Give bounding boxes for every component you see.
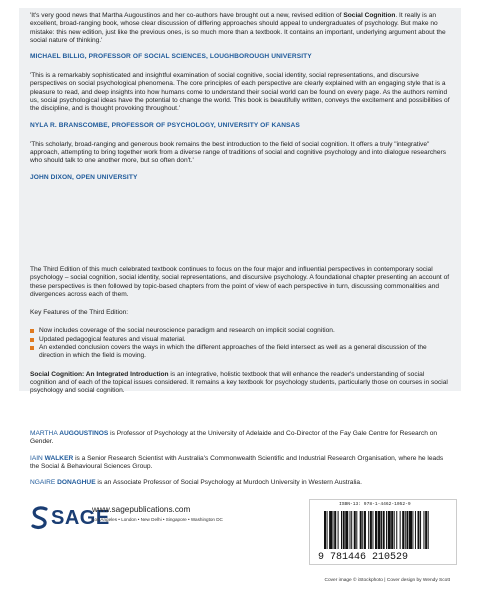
author-bio-text: is an Associate Professor of Social Psychology at Murdoch University in Western Australia. xyxy=(95,479,362,487)
barcode-bar xyxy=(356,511,357,549)
feature-text: Now includes coverage of the social neuroscience paradigm and research on implicit social cognition. xyxy=(39,327,335,335)
barcode-bar xyxy=(394,511,395,549)
barcode-bar xyxy=(423,511,424,549)
feature-text: Updated pedagogical features and visual material. xyxy=(39,335,186,343)
barcode-bar xyxy=(362,511,363,549)
feature-item xyxy=(30,336,452,344)
author-bio xyxy=(30,455,452,472)
author-last-name: WALKER xyxy=(44,454,74,462)
author-bio-text: is a Senior Research Scientist with Australia's Commonwealth Scientific and Industrial Research Organisation, where he leads the Social & Behavioural Sciences Group. xyxy=(30,454,444,470)
barcode-digits: 9 781446 210529 xyxy=(318,552,409,561)
barcode xyxy=(316,509,448,561)
barcode-bar xyxy=(372,511,373,549)
barcode-bar xyxy=(338,511,339,549)
barcode-bar xyxy=(412,511,413,549)
barcode-bar xyxy=(375,511,377,549)
bullet-icon xyxy=(30,329,34,333)
barcode-bar xyxy=(368,511,369,549)
bullet-icon xyxy=(30,338,34,342)
barcode-bar xyxy=(388,511,391,549)
barcode-bar xyxy=(378,511,381,549)
barcode-bar xyxy=(364,511,366,549)
barcode-bar xyxy=(425,511,427,549)
quote-1-text: 'It's very good news that Martha Augoustinos and her co-authors have brought out a new, revised edition of xyxy=(30,12,344,19)
barcode-bar xyxy=(350,511,351,549)
quote-1-text-end: . It really is an excellent, broad-ranging book, whose clear discussion of differing approaches should appeal to undergraduates of psychology. But make no mistake: this new edition, just like the previous ones, is so much more than a textbook. It contains an important, underlying argument about the social nature of thinking.' xyxy=(30,12,446,44)
isbn-label: ISBN-13: 978-1-4462-1052-9 xyxy=(339,502,411,507)
author-last-name: DONAGHUE xyxy=(57,479,96,487)
author-bios xyxy=(30,430,452,495)
book-description xyxy=(30,266,452,406)
barcode-bar xyxy=(341,511,342,549)
barcode-bar xyxy=(391,511,393,549)
quote-3-text: 'This scholarly, broad-ranging and generous book remains the best introduction to the field of social cognition. It offers a truly "integrative" approach, attempting to bring together work from a diverse range of traditions of social and cognitive psychology and into dialogue researchers who should talk to one another more, but so often don't.' xyxy=(30,140,447,165)
barcode-bar xyxy=(415,511,416,549)
barcode-bar xyxy=(418,511,420,549)
feature-item xyxy=(30,344,452,361)
author-first-name: IAIN xyxy=(30,454,45,462)
barcode-bar xyxy=(396,511,397,549)
quote-3-attribution: JOHN DIXON, OPEN UNIVERSITY xyxy=(30,173,138,181)
author-first-name: NGAIRE xyxy=(30,479,58,487)
features-list xyxy=(30,327,452,360)
publisher-url[interactable]: www.sagepublications.com xyxy=(92,505,191,514)
author-bio-text: is Professor of Psychology at the University of Adelaide and Co-Director of the Fay Gale Centre for Research on Gender. xyxy=(30,430,438,446)
author-first-name: MARTHA xyxy=(30,430,60,437)
barcode-bar xyxy=(381,511,382,549)
endorsements xyxy=(30,12,452,193)
intro-paragraph: The Third Edition of this much celebrated textbook continues to focus on the four major and influential perspectives in contemporary social psychology – social cognition, social identity, social representations, and discursive psychology. A foundational chapter presenting an account of these perspectives is then followed by topic-based chapters from the point of view of each perspective in turn, discussing commonalities and divergences across each of them. xyxy=(30,266,450,298)
author-name xyxy=(30,430,108,437)
cover-credit: Cover image © iStockphoto | Cover design by Wendy Scott xyxy=(324,578,450,583)
book-title: Social Cognition: An Integrated Introduction xyxy=(30,370,169,378)
publisher-name: SAGE xyxy=(51,506,110,529)
barcode-bar xyxy=(370,511,372,549)
barcode-bar xyxy=(324,511,326,549)
barcode-bar xyxy=(405,511,406,549)
barcode-bar xyxy=(402,511,404,549)
bullet-icon xyxy=(30,346,34,350)
author-name xyxy=(30,479,96,486)
feature-text: An extended conclusion covers the ways in which the different approaches of the field intersect as well as a general discussion of the direction in which the field is moving. xyxy=(39,344,427,360)
barcode-bar xyxy=(351,511,352,549)
publisher-cities: Los Angeles • London • New Delhi • Singapore • Washington DC xyxy=(92,517,223,522)
barcode-bar xyxy=(345,511,348,549)
author-bio xyxy=(30,430,452,447)
barcode-bar xyxy=(409,511,412,549)
barcode-bar xyxy=(420,511,421,549)
barcode-bar xyxy=(383,511,385,549)
closing-paragraph xyxy=(30,371,452,396)
barcode-bar xyxy=(333,511,334,549)
quote-2-text: 'This is a remarkably sophisticated and insightful examination of social cognitive, social identity, social representations, and discursive perspectives on social psychological phenomena. The core principles of each perspective are clearly explained with an engaging style that is a pleasure to read, and deep insights into how humans come to understand their social world can be found on every page. As the authors remind us, social psychological ideas have the potential to change the world. This book is beautifully written, conveys the excitement and possibilities of the discipline, and is thought provoking throughout.' xyxy=(30,72,450,113)
barcode-bar xyxy=(327,511,328,549)
closing-text: is an integrative, holistic textbook that will enhance the reader's understanding of social cognition and of each of the topical issues considered. It remains a key textbook for psychology students, particularly those on courses in social psychology and social cognition. xyxy=(30,370,448,395)
barcode-bar xyxy=(406,511,408,549)
sage-s-icon xyxy=(30,506,50,530)
barcode-bar xyxy=(343,511,345,549)
author-name xyxy=(30,455,73,462)
quote-1-attribution: MICHAEL BILLIG, PROFESSOR OF SOCIAL SCIENCES, LOUGHBOROUGH UNIVERSITY xyxy=(30,53,312,61)
barcode-bar xyxy=(428,511,429,549)
barcode-bar xyxy=(400,511,401,549)
barcode-bar xyxy=(354,511,356,549)
barcode-bar xyxy=(334,511,336,549)
quote-3 xyxy=(30,141,452,166)
author-bio xyxy=(30,479,452,487)
barcode-bar xyxy=(360,511,362,549)
quote-2-attribution: NYLA R. BRANSCOMBE, PROFESSOR OF PSYCHOLOGY, UNIVERSITY OF KANSAS xyxy=(30,121,300,129)
quote-1 xyxy=(30,12,452,45)
quote-2 xyxy=(30,72,452,113)
features-title: Key Features of the Third Edition: xyxy=(30,309,129,317)
quote-1-book-title: Social Cognition xyxy=(343,12,396,19)
feature-item xyxy=(30,327,452,335)
barcode-bar xyxy=(329,511,332,549)
barcode-bar xyxy=(386,511,387,549)
author-last-name: AUGOUSTINOS xyxy=(59,430,109,437)
